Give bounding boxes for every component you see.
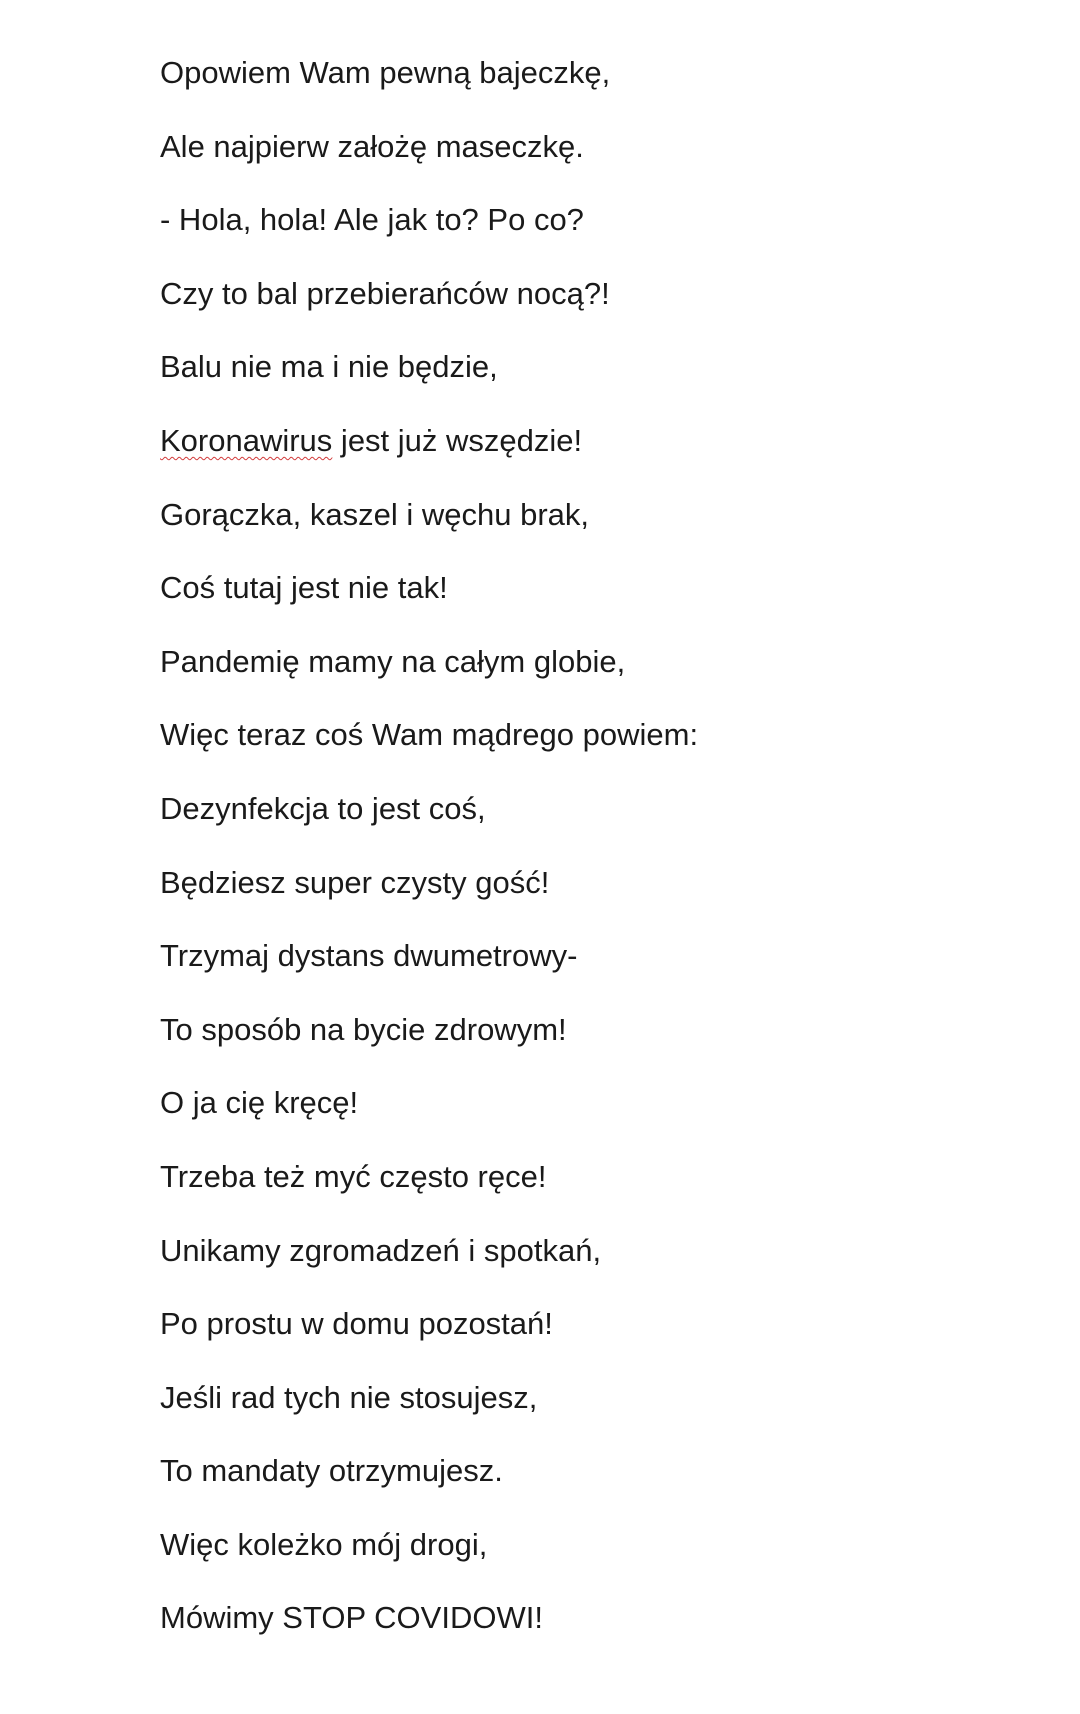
poem-line-8: Coś tutaj jest nie tak! <box>160 570 448 606</box>
poem-line-22: Mówimy STOP COVIDOWI! <box>160 1600 543 1636</box>
poem-line-11: Dezynfekcja to jest coś, <box>160 790 486 826</box>
poem-line-3: - Hola, hola! Ale jak to? Po co? <box>160 202 584 238</box>
poem-line-13: Trzymaj dystans dwumetrowy- <box>160 938 578 974</box>
poem-line-10: Więc teraz coś Wam mądrego powiem: <box>160 717 699 753</box>
poem-line-6-rest: jest już wszędzie! <box>332 422 583 458</box>
poem-line-5: Balu nie ma i nie będzie, <box>160 349 498 385</box>
poem-line-20: To mandaty otrzymujesz. <box>160 1453 503 1489</box>
poem-text <box>160 50 1040 1669</box>
poem-line-17: Unikamy zgromadzeń i spotkań, <box>160 1232 602 1268</box>
poem-line-7: Gorączka, kaszel i węchu brak, <box>160 496 590 532</box>
poem-line-21: Więc koleżko mój drogi, <box>160 1526 488 1562</box>
poem-line-6 <box>160 418 1040 492</box>
poem-line-9: Pandemię mamy na całym globie, <box>160 643 626 679</box>
poem-line-2: Ale najpierw założę maseczkę. <box>160 128 584 164</box>
poem-line-15: O ja cię kręcę! <box>160 1085 359 1121</box>
poem-line-1: Opowiem Wam pewną bajeczkę, <box>160 55 611 90</box>
poem-line-4: Czy to bal przebierańców nocą?! <box>160 275 610 311</box>
poem-line-12: Będziesz super czysty gość! <box>160 864 550 900</box>
poem-line-18: Po prostu w domu pozostań! <box>160 1306 553 1342</box>
poem-line-16: Trzeba też myć często ręce! <box>160 1158 547 1194</box>
poem-line-19: Jeśli rad tych nie stosujesz, <box>160 1379 538 1415</box>
misspelled-word: Koronawirus <box>160 422 333 458</box>
poem-line-14: To sposób na bycie zdrowym! <box>160 1011 567 1047</box>
